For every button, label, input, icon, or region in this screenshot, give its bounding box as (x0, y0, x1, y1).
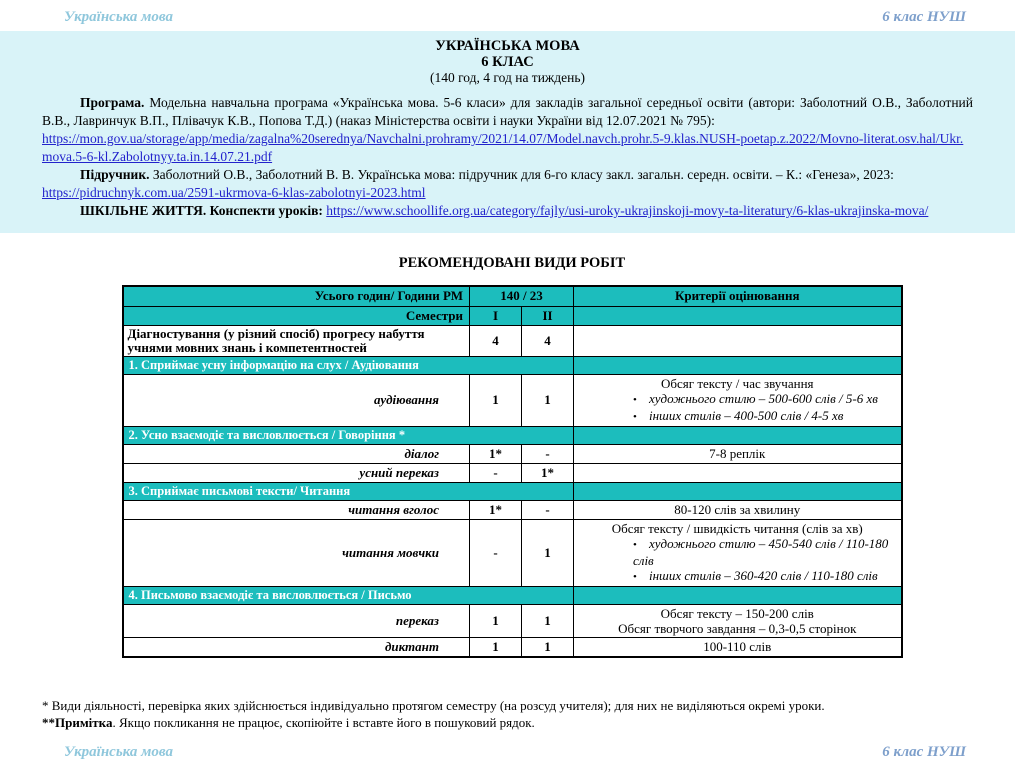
sem1-cell: 4 (470, 325, 522, 356)
intro-section (0, 31, 1015, 233)
criteria-cell (574, 519, 902, 586)
table-row (123, 637, 902, 657)
sem1-cell: 1* (470, 500, 522, 519)
textbook-text: Заболотний О.В., Заболотний В. В. Українська мова: підручник для 6-го класу закл. загальн. середн. освіти. – К.: «Генеза», 2023: (149, 167, 894, 182)
header-sem1: I (470, 306, 522, 325)
header-criteria-label: Критерії оцінювання (574, 286, 902, 306)
criteria-title: Обсяг тексту / час звучання (660, 375, 814, 391)
criteria-cell (574, 604, 902, 637)
sem2-cell: 1 (522, 374, 574, 426)
footnote-2 (42, 714, 982, 731)
section-label: 2. Усно взаємодіє та висловлюється / Говоріння * (123, 426, 574, 444)
criteria-bullet: • інших стилів – 360-420 слів / 110-180 слів (577, 568, 898, 585)
criteria-cell (574, 325, 902, 356)
sem1-cell: 1 (470, 637, 522, 657)
running-header-right: 6 клас НУШ (882, 9, 966, 25)
program-text: Модельна навчальна програма «Українська мова. 5-6 класи» для закладів загальної середньої освіти (автори: Заболотний О.В., Заболотний В.В., Лавринчук В.П., Плівачук К.В., Попова Т.Д.) (наказ Міністерства освіти і науки України від 12.07.2021 № 795): (42, 95, 973, 128)
criteria-cell: 7-8 реплік (574, 444, 902, 463)
school-life-link[interactable]: https://www.schoollife.org.ua/category/fajly/usi-uroky-ukrajinskoji-movy-ta-literatury/6-klas-ukrajinska-mova/ (326, 203, 929, 218)
page-title: РЕКОМЕНДОВАНІ ВИДИ РОБІТ (398, 255, 626, 271)
section-label: 3. Сприймає письмові тексти/ Читання (123, 482, 574, 500)
running-header-left: Українська мова (64, 9, 174, 25)
sem1-cell: - (470, 519, 522, 586)
activity-cell: усний переказ (123, 463, 470, 482)
sem1-cell: 1 (470, 604, 522, 637)
textbook-paragraph (42, 166, 973, 184)
footnote-2-text: . Якщо покликання не працює, скопіюйте і вставте його в пошуковий рядок. (112, 714, 535, 730)
table-header-row (123, 306, 902, 325)
criteria-bullet: • художнього стилю – 450-540 слів / 110-180 слів (577, 536, 898, 568)
sem2-cell: - (522, 500, 574, 519)
criteria-cell (574, 463, 902, 482)
activity-cell: читання вголос (123, 500, 470, 519)
criteria-cell: 100-110 слів (574, 637, 902, 657)
running-header (0, 0, 1024, 26)
section-row (123, 356, 902, 374)
program-label: Програма. (80, 95, 145, 110)
criteria-line: Обсяг тексту – 150-200 слів (660, 605, 814, 621)
doc-title: УКРАЇНСЬКА МОВА (435, 38, 580, 54)
sem2-cell: - (522, 444, 574, 463)
criteria-line: Обсяг творчого завдання – 0,3-0,5 сторінок (618, 620, 857, 636)
program-link[interactable]: https://mon.gov.ua/storage/app/media/zagalna%20serednya/Navchalni.prohramy/2021/14.07/Model.navch.prohr.5-9.klas.NUSH-poetap.z.2022/Movno-literat.osv.hal/Ukr.mova.5-6-kl.Zabolotnyy.ta.in.14.07.21.pdf (42, 131, 964, 164)
table-row (123, 604, 902, 637)
criteria-bullet: • художнього стилю – 500-600 слів / 5-6 хв (577, 391, 898, 408)
criteria-cell (574, 374, 902, 426)
header-total-label: Усього годин/ Години РМ (123, 286, 470, 306)
running-footer (0, 731, 1024, 761)
program-paragraph (42, 94, 973, 130)
table-row (123, 325, 902, 356)
footnote-2-label: **Примітка (42, 714, 113, 730)
doc-subtitle: 6 КЛАС (481, 54, 534, 70)
doc-hours: (140 год, 4 год на тиждень) (429, 70, 585, 85)
footnotes (42, 697, 982, 731)
running-footer-left: Українська мова (64, 743, 174, 760)
sem2-cell: 4 (522, 325, 574, 356)
table-row (123, 374, 902, 426)
section-label: 1. Сприймає усну інформацію на слух / Аудіювання (123, 356, 574, 374)
activity-cell: диктант (123, 637, 470, 657)
table-row (123, 444, 902, 463)
school-life-paragraph (42, 202, 973, 220)
recommended-works-table (122, 285, 903, 658)
section-row (123, 482, 902, 500)
activity-cell: переказ (123, 604, 470, 637)
table-header-row (123, 286, 902, 306)
criteria-title: Обсяг тексту / швидкість читання (слів за хв) (611, 520, 863, 536)
sem2-cell: 1 (522, 637, 574, 657)
footnote-1: * Види діяльності, перевірка яких здійснюється індивідуально протягом семестру (на розсуд учителя); для них не виділяються окремі уроки. (42, 697, 825, 713)
textbook-label: Підручник. (80, 167, 150, 182)
table-row (123, 519, 902, 586)
section-row (123, 586, 902, 604)
header-semesters-label: Семестри (123, 306, 470, 325)
header-total-value: 140 / 23 (470, 286, 574, 306)
section-row (123, 426, 902, 444)
activity-cell: діалог (123, 444, 470, 463)
sem2-cell: 1* (522, 463, 574, 482)
criteria-bullet: • інших стилів – 400-500 слів / 4-5 хв (577, 408, 898, 425)
activity-cell: аудіювання (123, 374, 470, 426)
sem1-cell: 1 (470, 374, 522, 426)
sem1-cell: 1* (470, 444, 522, 463)
textbook-link[interactable]: https://pidruchnyk.com.ua/2591-ukrmova-6-klas-zabolotnyi-2023.html (42, 185, 426, 200)
sem1-cell: - (470, 463, 522, 482)
activity-cell: читання мовчки (123, 519, 470, 586)
header-sem2: II (522, 306, 574, 325)
running-footer-right: 6 клас НУШ (882, 743, 966, 760)
sem2-cell: 1 (522, 604, 574, 637)
school-life-label: ШКІЛЬНЕ ЖИТТЯ. Конспекти уроків: (80, 203, 327, 218)
table-row (123, 500, 902, 519)
sem2-cell: 1 (522, 519, 574, 586)
criteria-cell: 80-120 слів за хвилину (574, 500, 902, 519)
section-label: 4. Письмово взаємодіє та висловлюється / Письмо (123, 586, 574, 604)
table-row (123, 463, 902, 482)
activity-cell: Діагностування (у різний спосіб) прогресу набуття учнями мовних знань і компетентностей (123, 325, 470, 356)
